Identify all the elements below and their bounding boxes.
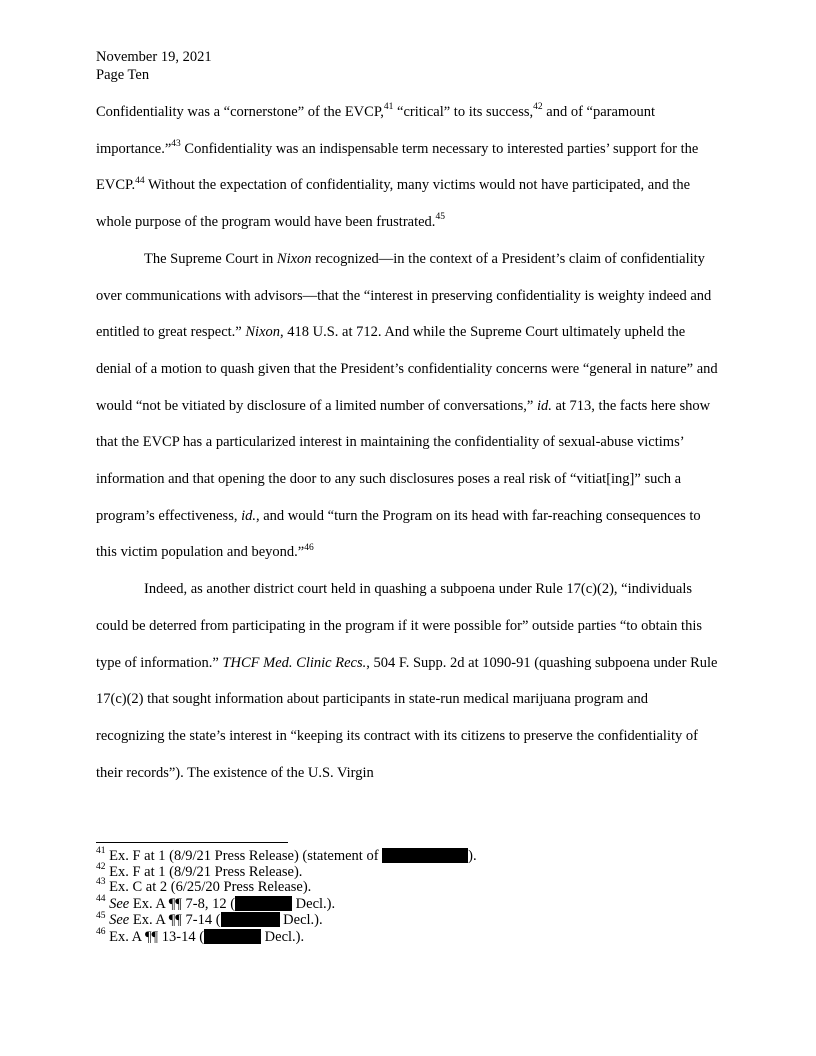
footnote-text: Ex. A ¶¶ 7-14 ( [129,912,221,929]
footnote-43 [96,877,720,896]
page-number: Page Ten [96,67,150,83]
text-run: at 713, the facts here show that the EVCP has a particularized interest in maintaining the confidentiality of sexual-abuse victims’ information and that opening the door to any such disclosures poses a real risk of “vitiat[ing]” such a program’s effectiveness, [96,397,711,524]
paragraph-1 [96,94,720,241]
letter-date: November 19, 2021 [96,49,212,65]
footnote-ref: 42 [533,102,543,113]
citation-id: id. [241,507,256,524]
redaction-box [235,896,292,911]
page-header [96,48,212,84]
text-run: Confidentiality was a “cornerstone” of the EVCP, [96,104,384,120]
footnote-46 [96,929,720,946]
body-text [96,94,720,791]
footnote-ref: 45 [435,212,445,223]
text-run: Confidentiality was an indispensable term necessary to interested parties’ support for the EVCP. [96,140,699,194]
case-name: Nixon [276,250,312,267]
paragraph-2 [96,241,720,571]
footnote-separator [96,842,288,843]
signal-word: See [109,912,130,929]
text-run: recognized—in the context of a President’s claim of confidentiality over communications with advisors—that the “interest in preserving confidentiality is weighty indeed and entitled to great respect.” [96,250,712,341]
footnote-number: 42 [96,861,106,872]
redaction-box [221,912,280,927]
footnote-number: 43 [96,877,106,888]
footnote-text: Decl.). [261,928,305,945]
text-run: , 418 U.S. at 712. And while the Supreme Court ultimately upheld the denial of a motion to quash given that the President’s confidentiality concerns were “general in nature” and would “not be vitiated by disclosure of a limited number of conversations,” [96,324,718,414]
footnote-text: ). [468,848,477,864]
footnote-text: Ex. C at 2 (6/25/20 Press Release). [105,879,312,896]
case-name: THCF Med. Clinic Recs. [222,654,367,671]
paragraph-3 [96,571,720,791]
text-run: Without the expectation of confidentiality, many victims would not have participated, and the whole purpose of the program would have been frustrated. [96,177,691,231]
text-run: The Supreme Court in [144,250,277,267]
footnotes [96,848,720,946]
footnote-text: Ex. A ¶¶ 7-8, 12 ( [129,895,236,912]
footnote-ref: 41 [383,102,394,113]
footnote-number: 45 [96,910,106,921]
case-name: Nixon [245,324,281,341]
footnote-number: 46 [96,927,106,938]
footnote-text: Ex. A ¶¶ 13-14 ( [105,928,205,945]
text-run: “critical” to its success, [393,104,534,120]
footnote-ref: 44 [135,175,145,186]
footnote-text: Ex. F at 1 (8/9/21 Press Release). [105,863,303,880]
footnote-number: 44 [96,893,106,904]
footnote-41 [96,848,720,865]
text-run: , 504 F. Supp. 2d at 1090-91 (quashing subpoena under Rule 17(c)(2) that sought information about participants in state-run medical marijuana program and recognizing the state’s interest in “keeping its contract with its citizens to preserve the confidentiality of their records”). The existence of the U.S. Virgin [96,654,718,781]
redaction-box [382,848,468,863]
footnote-42 [96,861,720,881]
footnote-number: 41 [96,846,106,857]
footnote-text: Ex. F at 1 (8/9/21 Press Release) (statement of [105,848,383,864]
signal-word: See [109,895,130,912]
text-run: Indeed, as another district court held in quashing a subpoena under Rule 17(c)(2), “individuals could be deterred from participating in the program if it were possible for” outside parties “to obtain this type of information.” [96,581,702,671]
footnote-text: Decl.). [279,912,323,929]
text-run: , and would “turn the Program on its head with far-reaching consequences to this victim population and beyond.” [96,507,701,561]
footnote-44 [96,893,720,913]
footnote-text: Decl.). [292,895,336,912]
redaction-box [204,929,261,944]
footnote-ref: 46 [304,542,314,553]
citation-id: id. [536,397,552,414]
text-run: and of “paramount importance.” [96,104,655,157]
footnote-45 [96,912,720,929]
footnote-ref: 43 [171,138,181,149]
